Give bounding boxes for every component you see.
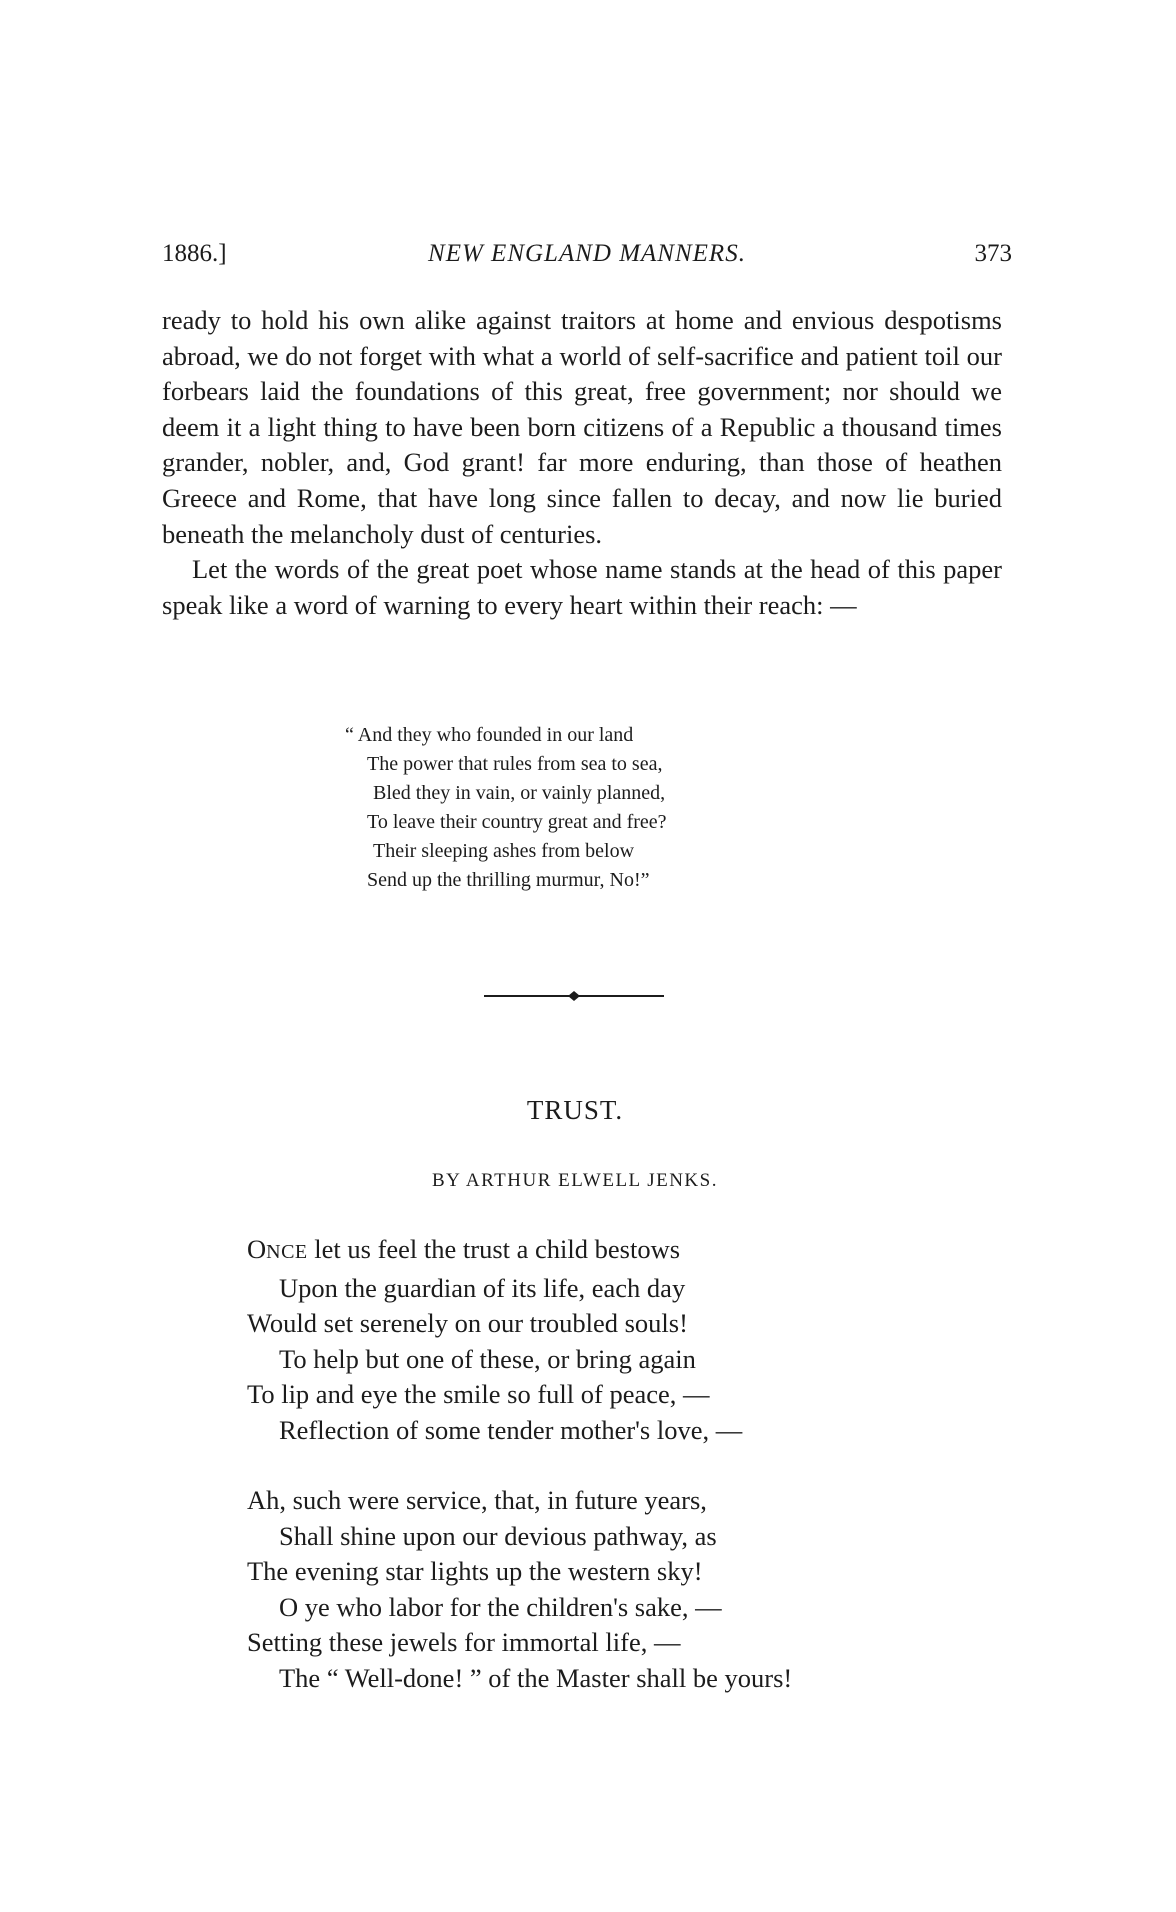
poem-byline: BY ARTHUR ELWELL JENKS.	[432, 1170, 718, 1191]
stanza-1-line-4: To help but one of these, or bring again	[279, 1343, 696, 1374]
prose-paragraph-1: ready to hold his own alike against traitors at home and envious despotisms abroad, we do not forget with what a world of self-sacrifice and patient toil our forbears laid the foundations of this great, free government; nor should we deem it a light thing to have been born citizens of a Republic a thousand times grander, nobler, and, God grant! far more enduring, than those of heathen Greece and Rome, that have long since fallen to decay, and now lie buried beneath the melancholy dust of centuries.	[162, 305, 1002, 549]
stanza-1-line-3: Would set serenely on our troubled souls!	[247, 1308, 688, 1338]
stanza-2-line-4: O ye who labor for the children's sake, —	[279, 1591, 722, 1622]
stanza-1-line-6: Reflection of some tender mother's love, —	[279, 1414, 743, 1445]
poem-title: TRUST.	[526, 1095, 624, 1125]
running-head-title: NEW ENGLAND MANNERS.	[428, 240, 746, 267]
quote-line-6: Send up the thrilling murmur, No!”	[367, 869, 650, 891]
prose-body	[162, 303, 1002, 623]
stanza-2-line-5: Setting these jewels for immortal life, —	[247, 1627, 681, 1657]
quote-line-1: “ And they who founded in our land	[345, 724, 634, 746]
stanza-1-line-1-text: let us feel the trust a child bestows	[307, 1234, 681, 1264]
stanza-2-line-2: Shall shine upon our devious pathway, as	[279, 1520, 717, 1551]
stanza-2-line-6: The “ Well-done! ” of the Master shall be yours!	[279, 1662, 793, 1693]
first-word-small-caps: NCE	[266, 1241, 308, 1263]
stanza-1-line-2: Upon the guardian of its life, each day	[279, 1272, 686, 1303]
stanza-1-line-5: To lip and eye the smile so full of peace, —	[247, 1379, 710, 1409]
quoted-verse	[345, 721, 667, 895]
quote-line-3: Bled they in vain, or vainly planned,	[373, 782, 666, 804]
running-head	[162, 240, 1012, 276]
stanza-2-line-3: The evening star lights up the western sky!	[247, 1556, 703, 1586]
page-number: 373	[974, 240, 1012, 267]
quote-line-5: Their sleeping ashes from below	[373, 840, 635, 862]
prose-paragraph-2: Let the words of the great poet whose name stands at the head of this paper speak like a word of warning to every heart within their reach: —	[162, 554, 1002, 620]
section-divider	[484, 990, 664, 1002]
running-head-year: 1886.]	[162, 240, 227, 267]
first-word-initial: O	[247, 1234, 267, 1264]
stanza-2-line-1: Ah, such were service, that, in future years,	[247, 1485, 707, 1515]
quote-line-2: The power that rules from sea to sea,	[367, 753, 663, 775]
quote-line-4: To leave their country great and free?	[367, 811, 667, 833]
poem-stanza-1	[247, 1232, 742, 1448]
poem-stanza-2	[247, 1483, 792, 1696]
stanza-1-line-1	[247, 1232, 742, 1271]
